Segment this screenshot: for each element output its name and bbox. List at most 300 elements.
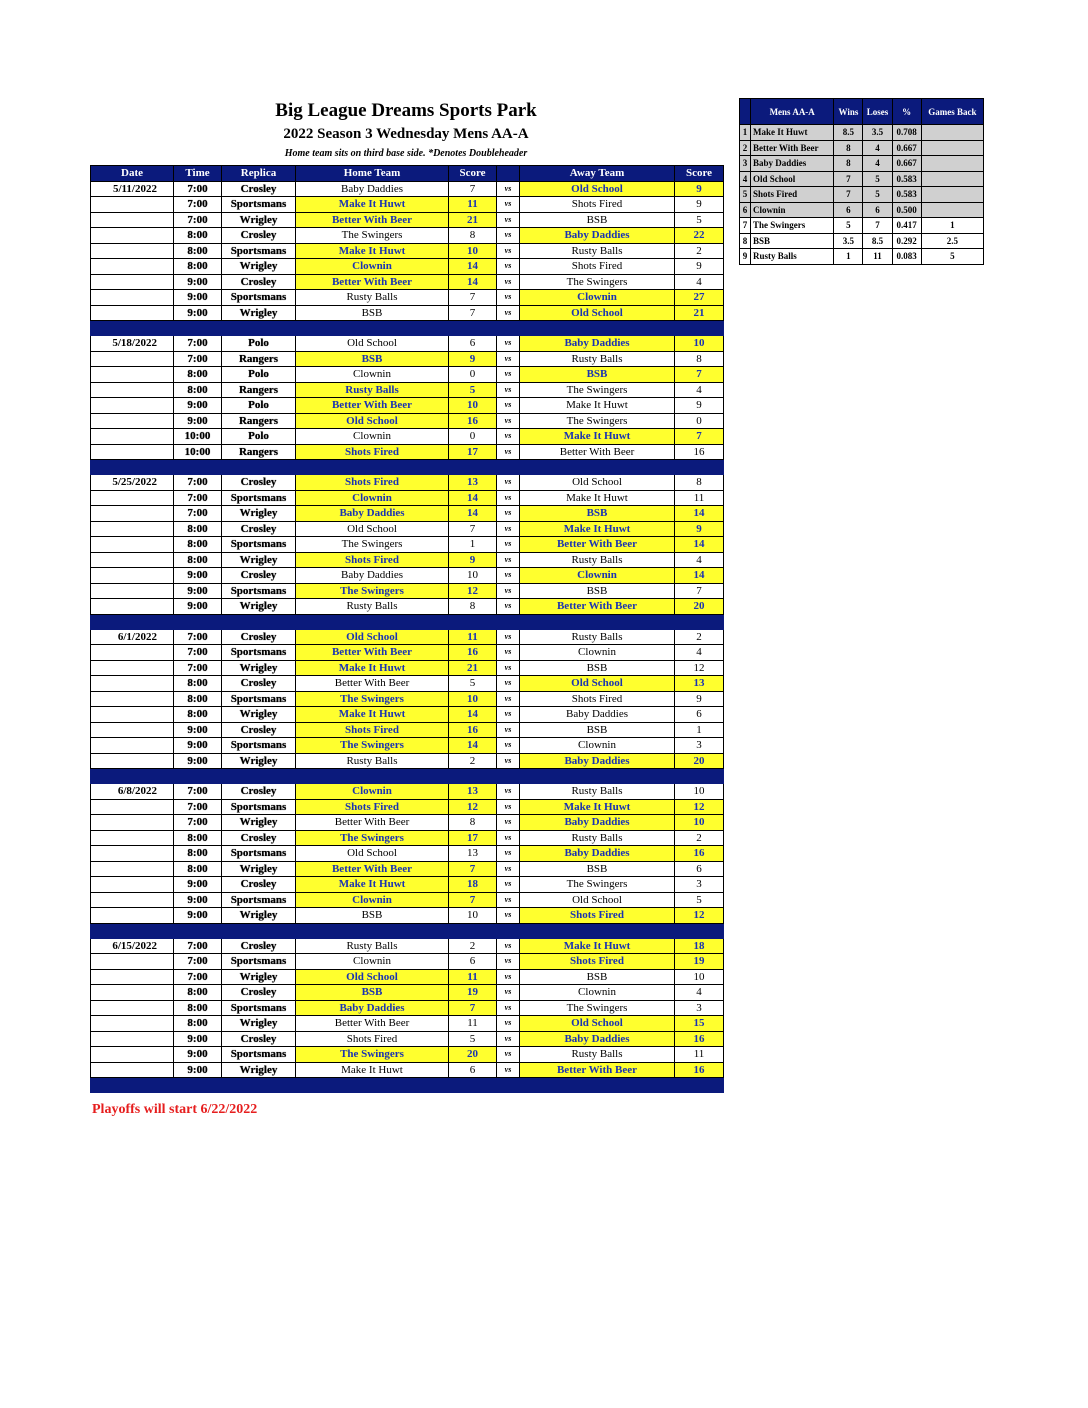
separator-cell [675, 614, 724, 629]
away-score: 6 [675, 861, 724, 877]
home-score: 6 [449, 336, 497, 352]
home-score: 14 [449, 506, 497, 522]
schedule-header-row [91, 166, 724, 182]
game-row [91, 212, 724, 228]
game-row [91, 629, 724, 645]
home-team: Clownin [296, 784, 449, 800]
week-separator [91, 460, 724, 475]
away-team: The Swingers [520, 413, 675, 429]
header-date: Date [91, 166, 174, 182]
game-row [91, 645, 724, 661]
game-row [91, 290, 724, 306]
home-team: Old School [296, 413, 449, 429]
home-score: 9 [449, 351, 497, 367]
standings-loses: 6 [863, 202, 892, 218]
field-replica: Crosley [222, 568, 296, 584]
standings-wins: 8.5 [834, 125, 863, 141]
game-date [91, 367, 174, 383]
field-replica: Polo [222, 429, 296, 445]
standings-team: Old School [751, 171, 834, 187]
separator-cell [174, 769, 222, 784]
field-replica: Wrigley [222, 506, 296, 522]
separator-cell [449, 923, 497, 938]
away-score: 1 [675, 722, 724, 738]
game-time: 7:00 [174, 506, 222, 522]
game-row [91, 382, 724, 398]
field-replica: Wrigley [222, 861, 296, 877]
game-row [91, 243, 724, 259]
vs-label: vs [497, 877, 520, 893]
vs-label: vs [497, 490, 520, 506]
home-team: Shots Fired [296, 475, 449, 491]
standings-games-back [921, 140, 983, 156]
standings-wins: 7 [834, 187, 863, 203]
standings-rank: 5 [740, 187, 751, 203]
field-replica: Wrigley [222, 1062, 296, 1078]
separator-cell [449, 614, 497, 629]
game-date [91, 815, 174, 831]
game-time: 7:00 [174, 969, 222, 985]
standings-row [740, 140, 984, 156]
game-row [91, 197, 724, 213]
game-row [91, 691, 724, 707]
standings-wins: 6 [834, 202, 863, 218]
standings-pct: 0.583 [892, 187, 921, 203]
away-score: 3 [675, 738, 724, 754]
game-row [91, 413, 724, 429]
away-score: 7 [675, 367, 724, 383]
vs-label: vs [497, 243, 520, 259]
vs-label: vs [497, 799, 520, 815]
field-replica: Crosley [222, 722, 296, 738]
separator-cell [449, 769, 497, 784]
home-team: Rusty Balls [296, 753, 449, 769]
home-score: 14 [449, 738, 497, 754]
home-score: 5 [449, 676, 497, 692]
home-score: 14 [449, 707, 497, 723]
away-score: 16 [675, 444, 724, 460]
home-score: 11 [449, 197, 497, 213]
away-score: 6 [675, 707, 724, 723]
vs-label: vs [497, 1031, 520, 1047]
away-score: 9 [675, 181, 724, 197]
home-team: The Swingers [296, 830, 449, 846]
home-score: 9 [449, 552, 497, 568]
home-team: Better With Beer [296, 676, 449, 692]
game-date: 5/11/2022 [91, 181, 174, 197]
separator-cell [497, 1078, 520, 1093]
field-replica: Polo [222, 336, 296, 352]
field-replica: Crosley [222, 784, 296, 800]
home-score: 14 [449, 274, 497, 290]
separator-cell [174, 614, 222, 629]
separator-cell [174, 1078, 222, 1093]
game-date [91, 382, 174, 398]
home-team: Make It Huwt [296, 197, 449, 213]
separator-cell [449, 321, 497, 336]
home-score: 7 [449, 521, 497, 537]
game-row [91, 351, 724, 367]
separator-cell [497, 460, 520, 475]
header-vs [497, 166, 520, 182]
header-away-team: Away Team [520, 166, 675, 182]
game-date [91, 799, 174, 815]
separator-cell [520, 321, 675, 336]
game-time: 8:00 [174, 861, 222, 877]
vs-label: vs [497, 954, 520, 970]
away-team: Baby Daddies [520, 336, 675, 352]
home-score: 10 [449, 243, 497, 259]
header-home-team: Home Team [296, 166, 449, 182]
game-row [91, 846, 724, 862]
game-row [91, 1016, 724, 1032]
game-row [91, 954, 724, 970]
field-replica: Sportsmans [222, 892, 296, 908]
separator-cell [520, 460, 675, 475]
vs-label: vs [497, 660, 520, 676]
game-row [91, 367, 724, 383]
field-replica: Rangers [222, 382, 296, 398]
vs-label: vs [497, 1047, 520, 1063]
field-replica: Crosley [222, 877, 296, 893]
separator-cell [675, 769, 724, 784]
home-team: Make It Huwt [296, 877, 449, 893]
game-time: 8:00 [174, 228, 222, 244]
game-time: 8:00 [174, 367, 222, 383]
standings-loses: 5 [863, 187, 892, 203]
game-date [91, 985, 174, 1001]
vs-label: vs [497, 722, 520, 738]
separator-cell [222, 1078, 296, 1093]
game-date [91, 398, 174, 414]
home-team: Clownin [296, 490, 449, 506]
game-row [91, 521, 724, 537]
separator-cell [174, 923, 222, 938]
home-team: Clownin [296, 892, 449, 908]
away-score: 20 [675, 753, 724, 769]
away-score: 14 [675, 506, 724, 522]
vs-label: vs [497, 846, 520, 862]
home-score: 10 [449, 691, 497, 707]
standings-wins: 5 [834, 218, 863, 234]
vs-label: vs [497, 568, 520, 584]
game-time: 8:00 [174, 830, 222, 846]
away-team: Old School [520, 475, 675, 491]
home-score: 13 [449, 475, 497, 491]
game-date [91, 568, 174, 584]
away-score: 14 [675, 537, 724, 553]
field-replica: Wrigley [222, 707, 296, 723]
away-score: 2 [675, 243, 724, 259]
vs-label: vs [497, 367, 520, 383]
field-replica: Crosley [222, 521, 296, 537]
standings-wins: 1 [834, 249, 863, 265]
game-row [91, 877, 724, 893]
game-time: 8:00 [174, 1016, 222, 1032]
separator-cell [520, 923, 675, 938]
field-replica: Rangers [222, 444, 296, 460]
vs-label: vs [497, 738, 520, 754]
game-date [91, 908, 174, 924]
away-score: 7 [675, 429, 724, 445]
vs-label: vs [497, 676, 520, 692]
game-date [91, 1000, 174, 1016]
home-team: Baby Daddies [296, 506, 449, 522]
home-team: BSB [296, 985, 449, 1001]
field-replica: Sportsmans [222, 197, 296, 213]
standings-pct: 0.583 [892, 171, 921, 187]
vs-label: vs [497, 336, 520, 352]
home-score: 7 [449, 1000, 497, 1016]
field-replica: Wrigley [222, 305, 296, 321]
standings-row [740, 233, 984, 249]
field-replica: Sportsmans [222, 954, 296, 970]
separator-cell [222, 321, 296, 336]
game-row [91, 305, 724, 321]
game-time: 8:00 [174, 676, 222, 692]
field-replica: Sportsmans [222, 645, 296, 661]
away-score: 2 [675, 830, 724, 846]
game-date [91, 738, 174, 754]
vs-label: vs [497, 259, 520, 275]
separator-cell [91, 321, 174, 336]
standings-rank: 6 [740, 202, 751, 218]
home-score: 8 [449, 599, 497, 615]
away-score: 9 [675, 398, 724, 414]
vs-label: vs [497, 753, 520, 769]
away-score: 18 [675, 938, 724, 954]
game-row [91, 506, 724, 522]
schedule-table [90, 165, 724, 1093]
game-time: 7:00 [174, 645, 222, 661]
game-time: 7:00 [174, 784, 222, 800]
game-row [91, 1062, 724, 1078]
away-score: 21 [675, 305, 724, 321]
standings-header-pct: % [892, 99, 921, 125]
standings-loses: 7 [863, 218, 892, 234]
game-date [91, 1031, 174, 1047]
game-row [91, 336, 724, 352]
game-time: 8:00 [174, 985, 222, 1001]
away-score: 19 [675, 954, 724, 970]
standings-rank: 2 [740, 140, 751, 156]
game-time: 8:00 [174, 1000, 222, 1016]
home-team: Better With Beer [296, 212, 449, 228]
home-score: 2 [449, 938, 497, 954]
away-team: The Swingers [520, 1000, 675, 1016]
game-row [91, 274, 724, 290]
standings-row [740, 171, 984, 187]
home-score: 20 [449, 1047, 497, 1063]
away-team: Old School [520, 676, 675, 692]
game-date [91, 861, 174, 877]
header-away-score: Score [675, 166, 724, 182]
separator-cell [296, 769, 449, 784]
home-score: 2 [449, 753, 497, 769]
field-replica: Crosley [222, 985, 296, 1001]
home-team: Clownin [296, 367, 449, 383]
separator-cell [222, 923, 296, 938]
field-replica: Wrigley [222, 908, 296, 924]
home-score: 14 [449, 259, 497, 275]
game-row [91, 259, 724, 275]
standings-row [740, 218, 984, 234]
game-date [91, 429, 174, 445]
game-row [91, 537, 724, 553]
game-date [91, 969, 174, 985]
vs-label: vs [497, 599, 520, 615]
vs-label: vs [497, 351, 520, 367]
vs-label: vs [497, 908, 520, 924]
field-replica: Polo [222, 367, 296, 383]
game-date [91, 274, 174, 290]
away-team: Old School [520, 892, 675, 908]
game-date [91, 351, 174, 367]
home-score: 7 [449, 290, 497, 306]
page-subtitle: 2022 Season 3 Wednesday Mens AA-A [283, 126, 529, 142]
separator-cell [520, 1078, 675, 1093]
vs-label: vs [497, 815, 520, 831]
home-team: Clownin [296, 259, 449, 275]
away-team: BSB [520, 969, 675, 985]
game-date [91, 660, 174, 676]
away-team: Clownin [520, 568, 675, 584]
standings-row [740, 202, 984, 218]
game-row [91, 784, 724, 800]
game-time: 7:00 [174, 351, 222, 367]
field-replica: Sportsmans [222, 490, 296, 506]
away-score: 16 [675, 1031, 724, 1047]
home-score: 7 [449, 181, 497, 197]
week-separator [91, 1078, 724, 1093]
field-replica: Polo [222, 398, 296, 414]
field-replica: Crosley [222, 1031, 296, 1047]
home-team: Rusty Balls [296, 290, 449, 306]
home-team: Clownin [296, 429, 449, 445]
game-row [91, 676, 724, 692]
home-team: Baby Daddies [296, 568, 449, 584]
game-time: 7:00 [174, 490, 222, 506]
home-score: 19 [449, 985, 497, 1001]
away-team: Better With Beer [520, 444, 675, 460]
away-team: BSB [520, 367, 675, 383]
game-date [91, 846, 174, 862]
game-date: 5/25/2022 [91, 475, 174, 491]
vs-label: vs [497, 382, 520, 398]
field-replica: Wrigley [222, 259, 296, 275]
field-replica: Sportsmans [222, 1000, 296, 1016]
game-date [91, 583, 174, 599]
home-team: Better With Beer [296, 645, 449, 661]
game-time: 8:00 [174, 259, 222, 275]
standings-header-row [740, 99, 984, 125]
home-team: Baby Daddies [296, 181, 449, 197]
game-date: 6/1/2022 [91, 629, 174, 645]
home-score: 8 [449, 815, 497, 831]
game-time: 8:00 [174, 537, 222, 553]
standings-loses: 8.5 [863, 233, 892, 249]
game-date [91, 753, 174, 769]
away-team: Old School [520, 1016, 675, 1032]
home-score: 17 [449, 830, 497, 846]
standings-team: Rusty Balls [751, 249, 834, 265]
game-time: 9:00 [174, 305, 222, 321]
field-replica: Sportsmans [222, 290, 296, 306]
standings-pct: 0.500 [892, 202, 921, 218]
game-row [91, 861, 724, 877]
standings-rank: 4 [740, 171, 751, 187]
home-team: Baby Daddies [296, 1000, 449, 1016]
standings-games-back [921, 187, 983, 203]
game-date [91, 552, 174, 568]
away-score: 13 [675, 676, 724, 692]
home-team: Better With Beer [296, 1016, 449, 1032]
field-replica: Wrigley [222, 599, 296, 615]
away-score: 4 [675, 552, 724, 568]
home-team: BSB [296, 305, 449, 321]
vs-label: vs [497, 521, 520, 537]
away-score: 2 [675, 629, 724, 645]
standings-rank: 7 [740, 218, 751, 234]
standings-loses: 3.5 [863, 125, 892, 141]
away-score: 22 [675, 228, 724, 244]
page-title: Big League Dreams Sports Park [275, 100, 537, 121]
separator-cell [520, 614, 675, 629]
away-team: Better With Beer [520, 599, 675, 615]
field-replica: Crosley [222, 181, 296, 197]
home-team: Make It Huwt [296, 707, 449, 723]
separator-cell [675, 923, 724, 938]
away-score: 4 [675, 645, 724, 661]
game-time: 7:00 [174, 938, 222, 954]
home-team: Make It Huwt [296, 1062, 449, 1078]
standings-games-back [921, 171, 983, 187]
away-team: Clownin [520, 290, 675, 306]
standings-wins: 8 [834, 156, 863, 172]
away-team: Shots Fired [520, 259, 675, 275]
standings-pct: 0.667 [892, 156, 921, 172]
game-row [91, 815, 724, 831]
away-team: The Swingers [520, 877, 675, 893]
separator-cell [675, 460, 724, 475]
vs-label: vs [497, 290, 520, 306]
away-team: Clownin [520, 985, 675, 1001]
standings-rank: 3 [740, 156, 751, 172]
home-score: 11 [449, 969, 497, 985]
vs-label: vs [497, 506, 520, 522]
field-replica: Sportsmans [222, 1047, 296, 1063]
away-score: 10 [675, 815, 724, 831]
game-time: 8:00 [174, 846, 222, 862]
game-row [91, 429, 724, 445]
game-time: 7:00 [174, 629, 222, 645]
game-row [91, 799, 724, 815]
field-replica: Wrigley [222, 552, 296, 568]
standings-rank: 8 [740, 233, 751, 249]
home-team: Rusty Balls [296, 382, 449, 398]
game-row [91, 660, 724, 676]
vs-label: vs [497, 552, 520, 568]
home-team: Shots Fired [296, 444, 449, 460]
game-row [91, 985, 724, 1001]
away-score: 4 [675, 274, 724, 290]
home-score: 13 [449, 846, 497, 862]
home-score: 21 [449, 212, 497, 228]
separator-cell [520, 769, 675, 784]
game-time: 9:00 [174, 1047, 222, 1063]
away-score: 16 [675, 1062, 724, 1078]
vs-label: vs [497, 181, 520, 197]
